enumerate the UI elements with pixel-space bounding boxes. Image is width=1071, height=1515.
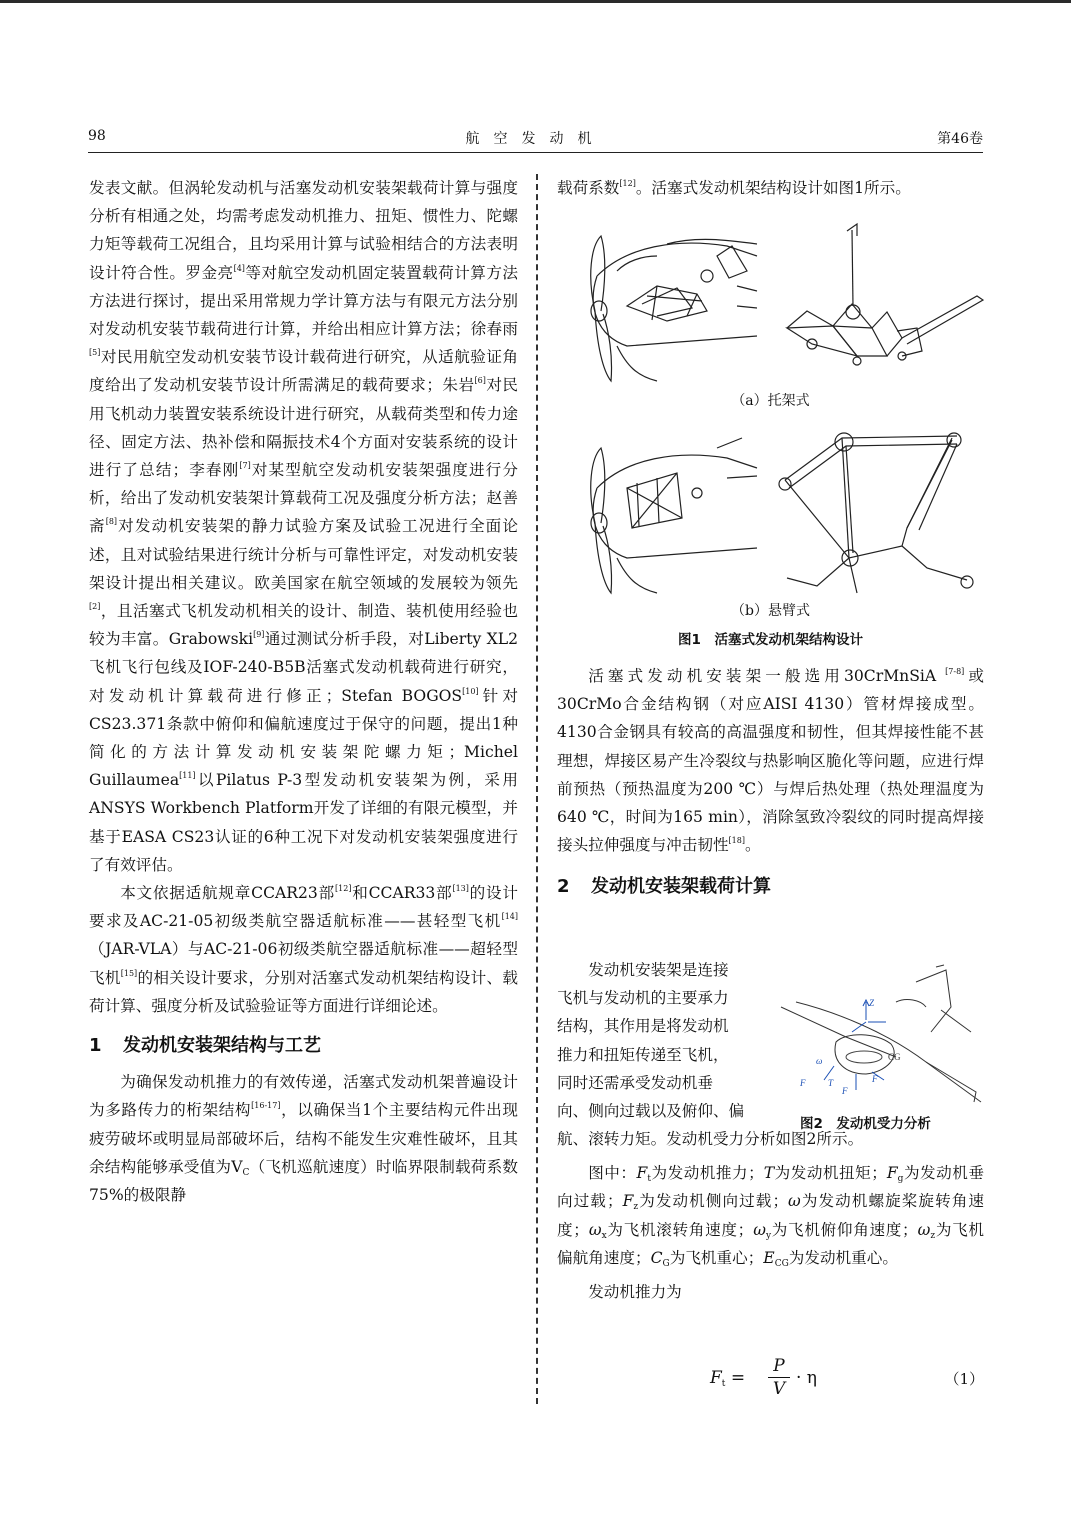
paragraph-truss-structure: 为确保发动机推力的有效传递，活塞式发动机架普遍设计为多路传力的桁架结构[16-17]，以确保当1个主要结构元件出现疲劳破坏或明显局部破坏后，结构不能发生灾难性破坏，且其余结构能够承受值为$V_C$（飞机巡航速度）时临界限制载荷系数75%的极限静 (89, 1073, 518, 1204)
paragraph-literature-review: 发表文献。但涡轮发动机与活塞发动机安装架载荷计算与强度分析有相通之处，均需考虑发动机推力、扭矩、惯性力、陀螺力矩等载荷工况组合，且均采用计算与试验相结合的方法表明设计符合性。罗金亮[4]等对航空发动机固定装置载荷计算方法方法进行探讨，提出采用常规力学计算方法与有限元方法分别对发动机安装节载荷进行计算，并给出相应计算方法；徐春雨[5]对民用航空发动机安装节设计载荷进行研究，从适航验证角度给出了发动机安装节设计所需满足的载荷要求；朱岩[6]对民用飞机动力装置安装系统设计进行研究，从载荷类型和传力途径、固定方法、热补偿和隔振技术4个方面对安装系统的设计进行了总结；李春刚[7]对某型航空发动机安装架强度进行分析，给出了发动机安装架计算载荷工况及强度分析方法；赵善斋[8]对发动机安装架的静力试验方案及试验工况进行全面论述，且对试验结果进行统计分析与可靠性评定，对发动机安装架设计提出相关建议。欧美国家在航空领域的发展较为领先[2]，且活塞式飞机发动机相关的设计、制造、装机使用经验也较为丰富。Grabowski[9]通过测试分析手段，对Liberty XL2 飞机飞行包线及IOF-240-B5B活塞式发动机载荷进行研究，对发动机计算载荷进行修正；Stefan BOGOS[10]针对CS23.371条款中俯仰和偏航速度过于保守的问题，提出1种简化的方法计算发动机安装架陀螺力矩；Michel Guillaumea[11]以Pilatus P-3型发动机安装架为例，采用ANSYS Workbench Platform开发了详细的有限元模型，并基于EASA CS23认证的6种工况下对发动机安装架强度进行了有效评估。 (89, 179, 518, 874)
citation[interactable]: [16-17] (251, 1101, 281, 1111)
equation-number: （1） (944, 1370, 984, 1388)
figure-2-lateral-load-label: F (872, 1074, 878, 1084)
figure-2-cg-label: CG (888, 1052, 901, 1062)
page-number: 98 (88, 128, 106, 144)
header-rule (88, 152, 983, 153)
figure-1a-subcaption: （a）托架式 (731, 393, 810, 409)
figure-1 (557, 216, 984, 660)
section-heading-1: 1 发动机安装架结构与工艺 (89, 1035, 321, 1057)
figure-1b-subcaption: （b）悬臂式 (731, 603, 810, 619)
left-column (89, 174, 518, 1209)
citation[interactable]: [11] (179, 771, 196, 781)
paragraph-load-factor: 载荷系数[12]。活塞式发动机架结构设计如图1所示。 (557, 179, 911, 197)
citation[interactable]: [15] (120, 968, 138, 978)
paragraph-thrust-intro: 发动机推力为 (588, 1283, 682, 1302)
running-header (88, 128, 983, 150)
equation-lhs: F (710, 1368, 722, 1388)
top-border (0, 0, 1071, 3)
figure-2-omega-label: ω (816, 1056, 823, 1066)
figure-1a-cradle-drawing (557, 216, 984, 386)
citation[interactable]: [10] (462, 686, 479, 696)
citation[interactable]: [4] (233, 263, 245, 273)
figure-2-caption: 图2 发动机受力分析 (800, 1116, 931, 1132)
figure-2-axis-z-label: Z (869, 998, 875, 1008)
citation[interactable]: [7-8] (945, 667, 965, 676)
column-divider (536, 174, 538, 1404)
figure-1b-cantilever-drawing (557, 418, 984, 598)
citation[interactable]: [18] (728, 836, 745, 846)
equation-efficiency: · η (796, 1368, 817, 1388)
volume-number: 第46卷 (937, 131, 983, 147)
paragraph-symbol-definitions: 图中：$F_t$为发动机推力；T为发动机扭矩；$F_g$为发动机垂向过载；$F_z$为发动机侧向过载；ω为发动机螺旋桨旋转角速度；$\omega_x$为飞机滚转角速度；$\omega_y$为飞机俯仰角速度；$\omega_z$为飞机偏航角速度；$C_G$为飞机重心；$E_{CG}$为发动机重心。 (557, 1164, 984, 1269)
citation[interactable]: [9] (253, 630, 265, 640)
right-column-materials (557, 662, 984, 907)
section-heading-2: 2 发动机安装架载荷计算 (557, 876, 771, 898)
citation[interactable]: [8] (105, 517, 118, 527)
citation[interactable]: [12] (619, 179, 636, 188)
equation-1: $F_t$ = P V · η （1） (710, 1356, 984, 1399)
right-column-bottom (557, 1125, 984, 1306)
citation[interactable]: [14] (501, 912, 518, 922)
citation[interactable]: [5] (89, 348, 101, 358)
journal-name: 航空发动机 (465, 131, 606, 147)
figure-2-engine-forces-drawing (776, 962, 986, 1112)
figure-2-thrust-label: F (800, 1078, 806, 1088)
paragraph-materials: 活塞式发动机安装架一般选用30CrMnSiA [7-8]或30CrMo合金结构钢（对应AISI 4130）管材焊接成型。4130合金钢具有较高的高温强度和韧性，但其焊接性能不甚理想，焊接区易产生冷裂纹与热影响区脆化等问题，应进行焊前预热（预热温度为200 ℃）与焊后热处理（热处理温度为640 ℃，时间为165 min），消除氢致冷裂纹的同时提高焊接接头拉伸强度与冲击韧性[18]。 (557, 667, 984, 855)
citation[interactable]: [2] (89, 602, 101, 612)
citation[interactable]: [12] (335, 884, 352, 894)
citation[interactable]: [13] (452, 884, 469, 894)
equation-fraction: P V (768, 1356, 790, 1399)
figure-1-caption: 图1 活塞式发动机架结构设计 (678, 632, 863, 648)
paragraph-regulations: 本文依据适航规章CCAR23部[12]和CCAR33部[13]的设计要求及AC-21-05初级类航空器适航标准——甚轻型飞机[14]（JAR-VLA）与AC-21-06初级类航空器适航标准——超轻型飞机[15]的相关设计要求，分别对活塞式发动机架结构设计、载荷计算、强度分析及试验验证等方面进行详细论述。 (89, 884, 518, 1015)
figure-2-torque-label: T (828, 1078, 834, 1088)
citation[interactable]: [7] (239, 461, 251, 471)
citation[interactable]: [6] (474, 376, 486, 386)
paragraph-mount-role: 发动机安装架是连接 飞机与发动机的主要承力 结构，其作用是将发动机 推力和扭矩传递至飞机， 同时还需承受发动机垂 向、侧向过载以及俯仰、偏 (557, 961, 745, 1121)
right-column-intro (557, 174, 984, 202)
paragraph-mount-role-tail: 航、滚转力矩。发动机受力分析如图2所示。 (557, 1130, 864, 1148)
figure-2-vertical-load-label: F (842, 1086, 848, 1096)
